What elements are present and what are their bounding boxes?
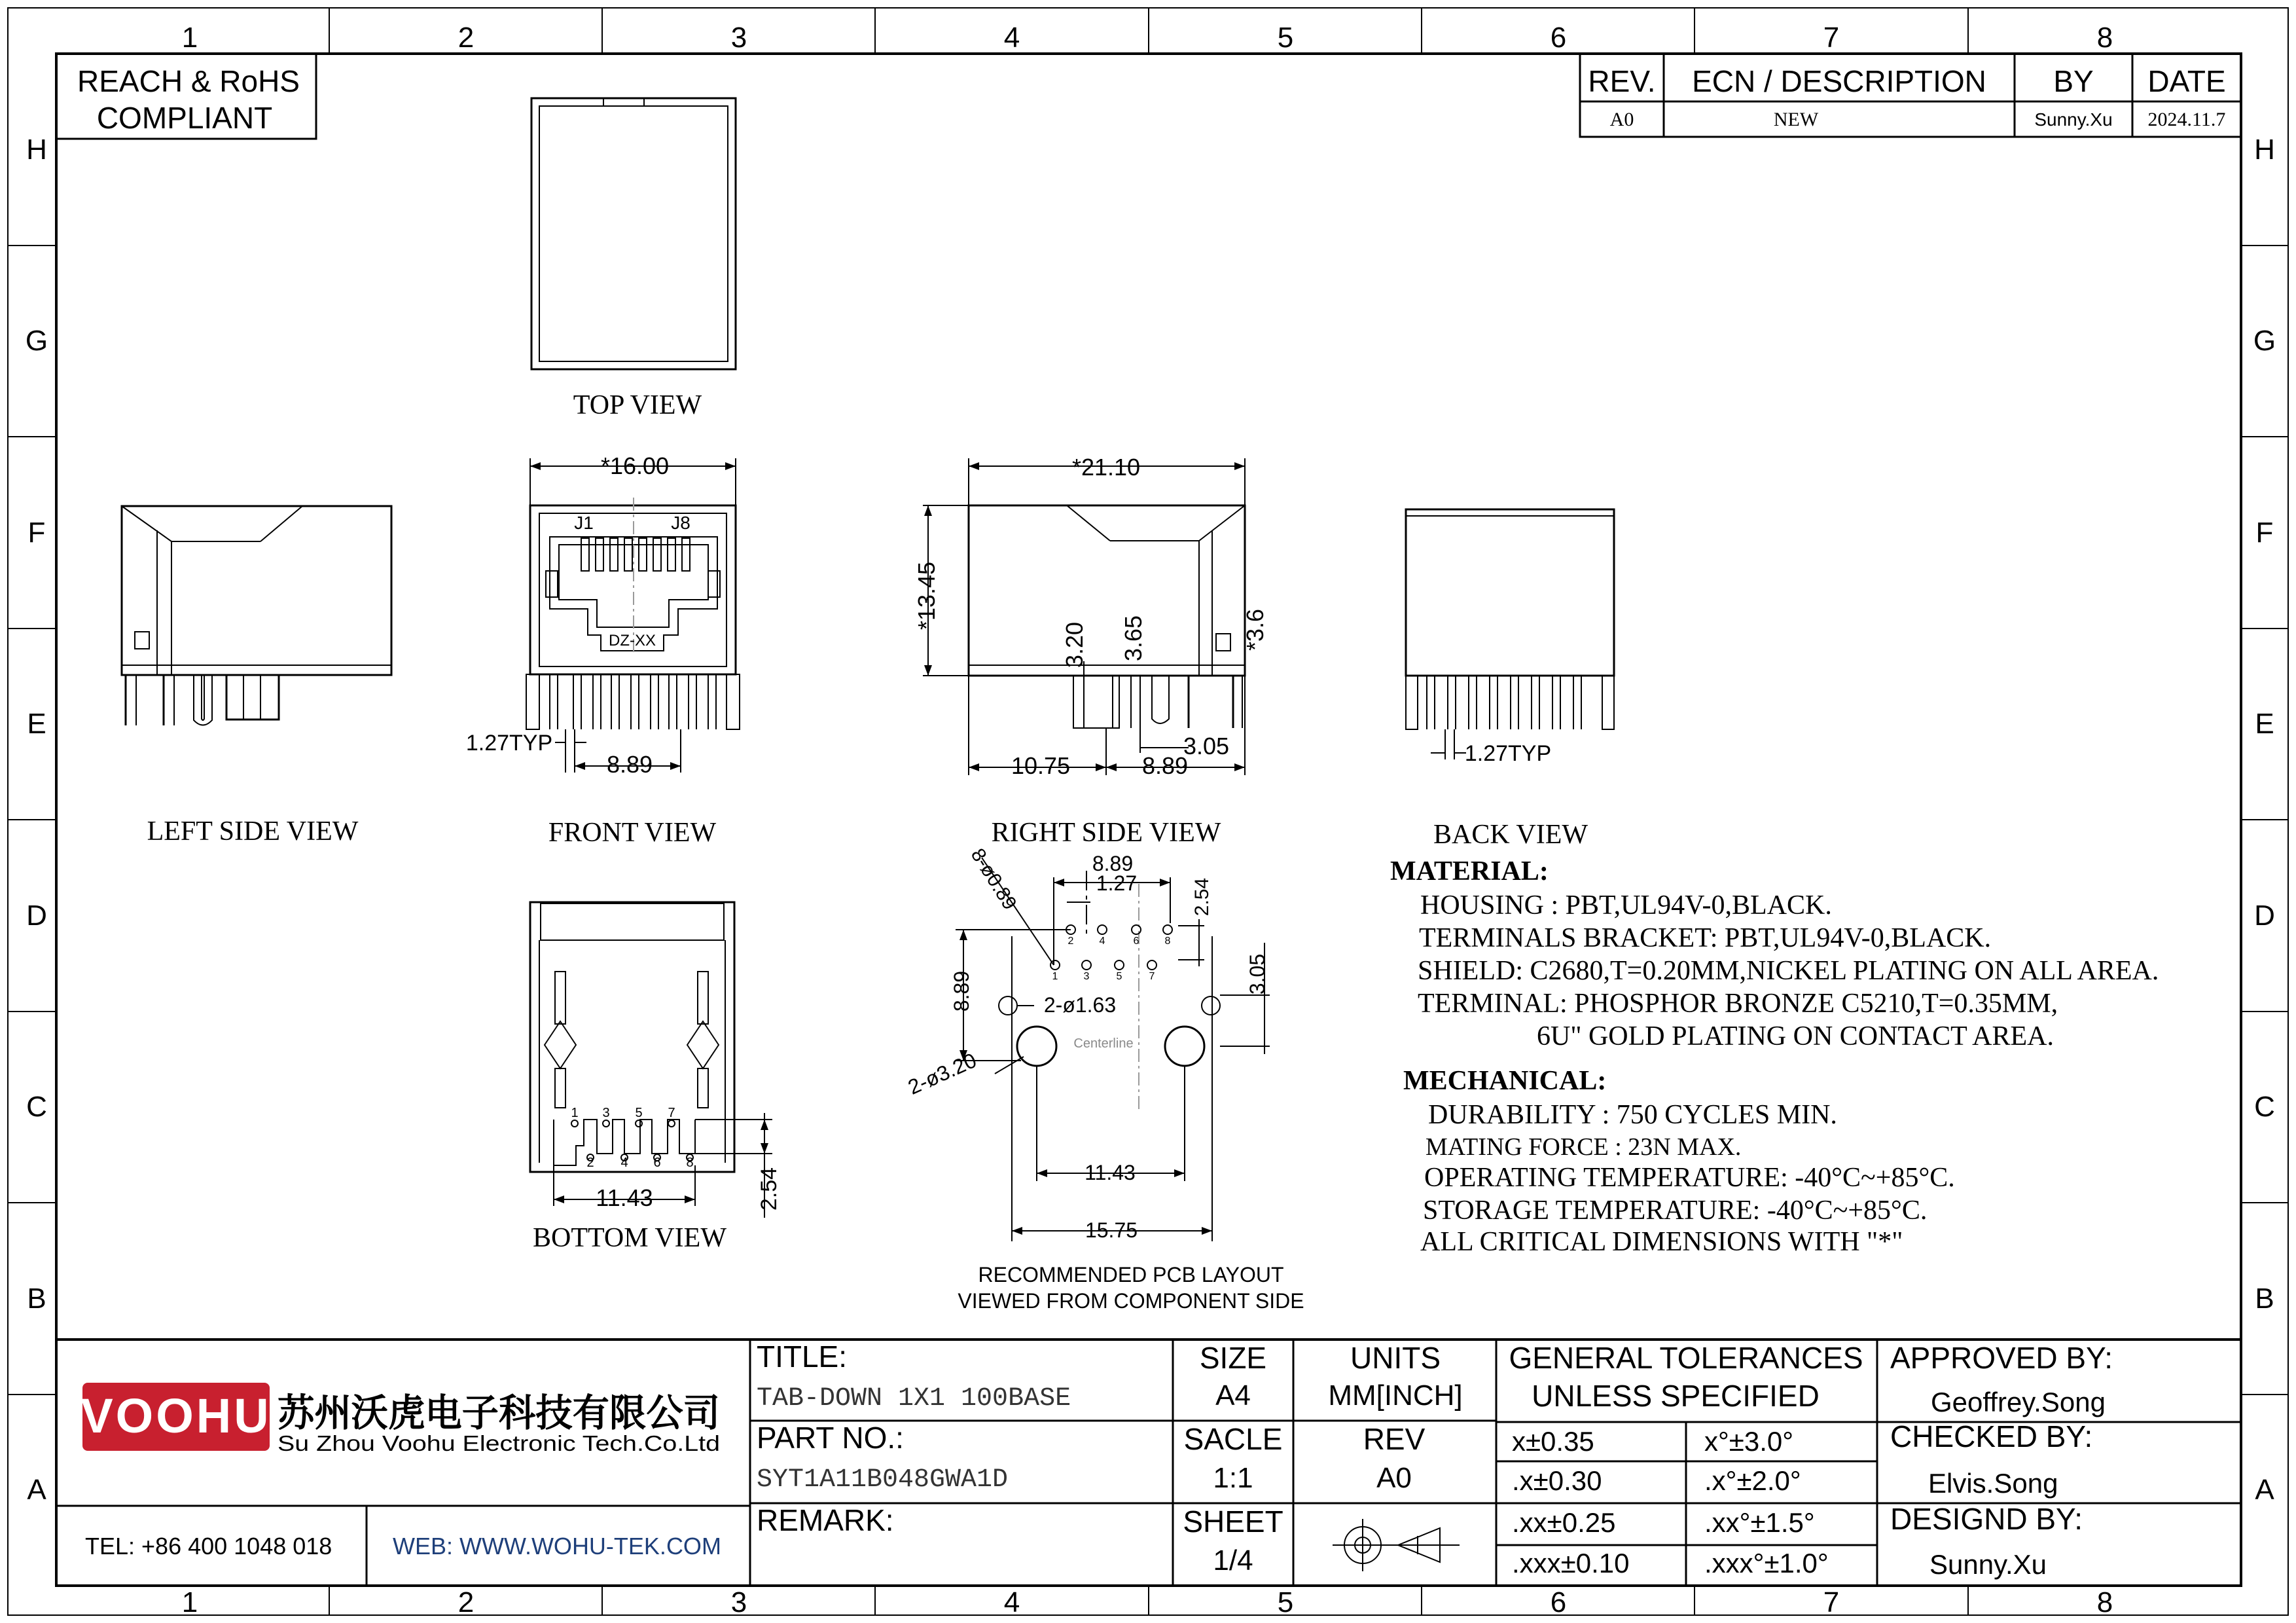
material-line: TERMINALS BRACKET: PBT,UL94V-0,BLACK. xyxy=(1419,923,1992,953)
row-label: F xyxy=(2255,517,2274,549)
left-view-label: LEFT SIDE VIEW xyxy=(147,816,359,847)
col-label: 3 xyxy=(730,22,747,54)
right-length-dim: *21.10 xyxy=(1071,454,1141,481)
front-span-dim: 8.89 xyxy=(606,751,653,778)
by-value: Sunny.Xu xyxy=(2034,109,2113,130)
logo-text: VOOHU xyxy=(81,1389,272,1443)
col-label: 5 xyxy=(1277,1586,1294,1618)
row-label: H xyxy=(26,134,47,166)
row-label: C xyxy=(26,1091,47,1123)
checked-label: CHECKED BY: xyxy=(1890,1419,2093,1453)
col-label: 5 xyxy=(1277,22,1294,54)
ecn-value: NEW xyxy=(1773,109,1819,130)
projection-symbol-icon xyxy=(1333,1519,1460,1571)
row-label: D xyxy=(26,900,47,932)
right-h3-dim: *3.6 xyxy=(1242,608,1268,651)
designed-value: Sunny.Xu xyxy=(1929,1549,2047,1580)
right-height-dim: *13.45 xyxy=(913,561,940,630)
pcb-total-dim: 15.75 xyxy=(1085,1218,1138,1242)
checked-value: Elvis.Song xyxy=(1928,1468,2058,1499)
pcb-vert-dim: 8.89 xyxy=(950,970,973,1012)
sheet-value: 1/4 xyxy=(1213,1544,1253,1577)
pcb-pin-number: 2 xyxy=(1067,936,1074,947)
row-label: B xyxy=(2255,1283,2274,1315)
pcb-pin-number: 1 xyxy=(1052,971,1058,982)
back-view xyxy=(1406,509,1614,850)
col-label: 8 xyxy=(2096,1586,2113,1618)
pcb-centerline: Centerline xyxy=(1073,1036,1134,1051)
mechanical-line: STORAGE TEMPERATURE: -40°C~+85°C. xyxy=(1423,1195,1928,1226)
pin-number: 5 xyxy=(635,1106,643,1120)
revision-table xyxy=(1580,54,2241,137)
col-label: 2 xyxy=(457,22,475,54)
mechanical-title: MECHANICAL: xyxy=(1403,1066,1607,1096)
title-value: TAB-DOWN 1X1 100BASE xyxy=(757,1384,1071,1413)
notes xyxy=(1390,856,2159,1257)
pcb-pin-number: 8 xyxy=(1164,936,1171,947)
bottom-row-dim: 2.54 xyxy=(757,1167,781,1211)
material-line: SHIELD: C2680,T=0.20MM,NICKEL PLATING ON ALL AREA. xyxy=(1418,956,2159,986)
front-j1: J1 xyxy=(574,513,594,533)
pin-number: 6 xyxy=(653,1156,661,1170)
right-d3-dim: 8.89 xyxy=(1141,752,1189,779)
pcb-pin-number: 6 xyxy=(1133,936,1139,947)
by-header: BY xyxy=(2053,64,2094,98)
pcb-mount-span-dim: 11.43 xyxy=(1085,1161,1136,1184)
rev-label: REV xyxy=(1363,1422,1426,1456)
gen-tol-line1: GENERAL TOLERANCES xyxy=(1509,1341,1863,1375)
bottom-view-label: BOTTOM VIEW xyxy=(533,1223,726,1253)
pcb-caption-line1: RECOMMENDED PCB LAYOUT xyxy=(978,1263,1284,1286)
size-label: SIZE xyxy=(1199,1341,1267,1375)
tol-linear: x±0.35 xyxy=(1512,1426,1594,1457)
material-line: 6U" GOLD PLATING ON CONTACT AREA. xyxy=(1537,1021,2054,1051)
pcb-pitch-dim: 1.27 xyxy=(1096,871,1138,895)
company-name-cn: 苏州沃虎电子科技有限公司 xyxy=(278,1392,720,1434)
designed-label: DESIGND BY: xyxy=(1890,1502,2083,1536)
pin-number: 4 xyxy=(620,1156,628,1170)
date-header: DATE xyxy=(2147,64,2226,98)
col-label: 3 xyxy=(730,1586,747,1618)
col-label: 1 xyxy=(181,1586,198,1618)
front-width-dim: *16.00 xyxy=(600,452,670,479)
gen-tol-line2: UNLESS SPECIFIED xyxy=(1532,1379,1820,1413)
bottom-view xyxy=(530,902,781,1253)
mechanical-line: MATING FORCE : 23N MAX. xyxy=(1426,1133,1742,1161)
pcb-pin-numbers xyxy=(1052,936,1171,982)
bottom-span-dim: 11.43 xyxy=(596,1184,653,1211)
pin-number: 7 xyxy=(668,1106,675,1120)
mechanical-line: ALL CRITICAL DIMENSIONS WITH "*" xyxy=(1420,1227,1903,1257)
rev-header: REV. xyxy=(1588,64,1656,98)
right-d1-dim: 3.05 xyxy=(1183,733,1230,759)
row-label: D xyxy=(2254,900,2275,932)
top-view-label: TOP VIEW xyxy=(573,390,702,420)
title-block xyxy=(56,1340,2241,1586)
tol-angular: .xx°±1.5° xyxy=(1704,1507,1815,1538)
front-view xyxy=(466,452,740,848)
col-label: 6 xyxy=(1550,1586,1567,1618)
mechanical-line: DURABILITY : 750 CYCLES MIN. xyxy=(1428,1100,1837,1130)
units-value: MM[INCH] xyxy=(1328,1379,1463,1412)
col-label: 7 xyxy=(1823,1586,1840,1618)
row-label: F xyxy=(27,517,46,549)
bottom-pin-circles xyxy=(571,1120,693,1161)
front-pins xyxy=(526,674,740,729)
part-value: SYT1A11B048GWA1D xyxy=(757,1465,1009,1495)
row-label: H xyxy=(2254,134,2275,166)
left-side-view xyxy=(122,506,391,847)
pcb-mount-holes-dim: 2-ø3.20 xyxy=(904,1048,980,1099)
right-h2-dim: 3.65 xyxy=(1120,615,1147,662)
back-pins xyxy=(1406,676,1614,729)
pcb-pin-number: 3 xyxy=(1083,971,1090,982)
pcb-row-dim: 2.54 xyxy=(1191,877,1213,917)
date-value: 2024.11.7 xyxy=(2147,109,2226,130)
pcb-pin-number: 4 xyxy=(1099,936,1105,947)
pcb-layout xyxy=(905,845,1304,1313)
row-label: C xyxy=(2254,1091,2275,1123)
pcb-span-dim: 8.89 xyxy=(1092,852,1134,875)
sheet-label: SHEET xyxy=(1183,1504,1283,1539)
back-pitch-dim: 1.27TYP xyxy=(1464,741,1552,766)
scale-label: SACLE xyxy=(1183,1422,1283,1456)
company-name-en: Su Zhou Voohu Electronic Tech.Co.Ltd xyxy=(278,1431,720,1455)
pin-number: 8 xyxy=(686,1156,694,1170)
approved-label: APPROVED BY: xyxy=(1890,1341,2113,1375)
pcb-pin-number: 5 xyxy=(1116,971,1122,982)
col-label: 4 xyxy=(1003,1586,1020,1618)
col-label: 4 xyxy=(1003,22,1020,54)
col-label: 8 xyxy=(2096,22,2113,54)
tel: TEL: +86 400 1048 018 xyxy=(85,1533,332,1559)
row-label: B xyxy=(27,1283,46,1315)
remark-label: REMARK: xyxy=(757,1503,894,1537)
mechanical-line: OPERATING TEMPERATURE: -40°C~+85°C. xyxy=(1424,1163,1955,1193)
tol-linear: .xxx±0.10 xyxy=(1512,1548,1630,1578)
compliance-line1: REACH & RoHS xyxy=(77,64,300,98)
row-label: A xyxy=(2255,1474,2274,1506)
row-label: E xyxy=(27,708,46,740)
top-view xyxy=(531,98,736,420)
title-label: TITLE: xyxy=(757,1340,848,1374)
front-contacts xyxy=(581,538,690,571)
col-label: 2 xyxy=(457,1586,475,1618)
front-marking: DZ-XX xyxy=(609,632,656,649)
tol-linear: .x±0.30 xyxy=(1512,1465,1602,1496)
col-label: 7 xyxy=(1823,22,1840,54)
tol-angular: .xxx°±1.0° xyxy=(1704,1548,1829,1578)
pcb-caption-line2: VIEWED FROM COMPONENT SIDE xyxy=(958,1289,1304,1313)
tol-angular: x°±3.0° xyxy=(1704,1426,1794,1457)
front-j8: J8 xyxy=(671,513,691,533)
row-label: E xyxy=(2255,708,2274,740)
compliance-line2: COMPLIANT xyxy=(96,101,273,135)
rev-value: A0 xyxy=(1376,1462,1412,1494)
tol-angular: .x°±2.0° xyxy=(1704,1465,1801,1496)
row-label: A xyxy=(27,1474,46,1506)
ecn-header: ECN / DESCRIPTION xyxy=(1692,64,1986,98)
web-link[interactable]: WEB: WWW.WOHU-TEK.COM xyxy=(393,1533,721,1559)
row-label: G xyxy=(2253,325,2276,357)
right-d2-dim: 10.75 xyxy=(1011,752,1071,779)
col-label: 6 xyxy=(1550,22,1567,54)
pcb-offset-dim: 3.05 xyxy=(1246,953,1269,995)
pcb-pin-number: 7 xyxy=(1149,971,1155,982)
material-title: MATERIAL: xyxy=(1390,856,1549,886)
front-pitch-dim: 1.27TYP xyxy=(465,731,553,756)
row-label: G xyxy=(25,325,48,357)
material-line: HOUSING : PBT,UL94V-0,BLACK. xyxy=(1420,890,1832,921)
pcb-peg-holes-dim: 2-ø1.63 xyxy=(1043,993,1117,1017)
scale-value: 1:1 xyxy=(1213,1462,1253,1494)
approved-value: Geoffrey.Song xyxy=(1931,1387,2106,1417)
front-view-label: FRONT VIEW xyxy=(548,818,717,848)
right-side-view xyxy=(913,454,1268,848)
pcb-pin-holes-dim: 8-ø0.89 xyxy=(966,845,1021,914)
col-label: 1 xyxy=(181,22,198,54)
pin-number: 1 xyxy=(571,1106,579,1120)
material-line: TERMINAL: PHOSPHOR BRONZE C5210,T=0.35MM, xyxy=(1418,989,2058,1019)
right-h1-dim: 3.20 xyxy=(1061,621,1088,668)
rev-value: A0 xyxy=(1609,109,1634,130)
pcb-pin-holes xyxy=(1050,925,1172,970)
back-view-label: BACK VIEW xyxy=(1433,820,1588,850)
part-label: PART NO.: xyxy=(757,1421,904,1455)
compliance-box xyxy=(56,54,316,139)
pin-number: 2 xyxy=(586,1156,594,1170)
units-label: UNITS xyxy=(1350,1341,1441,1375)
pin-number: 3 xyxy=(602,1106,610,1120)
tol-linear: .xx±0.25 xyxy=(1512,1507,1616,1538)
right-view-label: RIGHT SIDE VIEW xyxy=(991,818,1221,848)
size-value: A4 xyxy=(1215,1379,1251,1412)
